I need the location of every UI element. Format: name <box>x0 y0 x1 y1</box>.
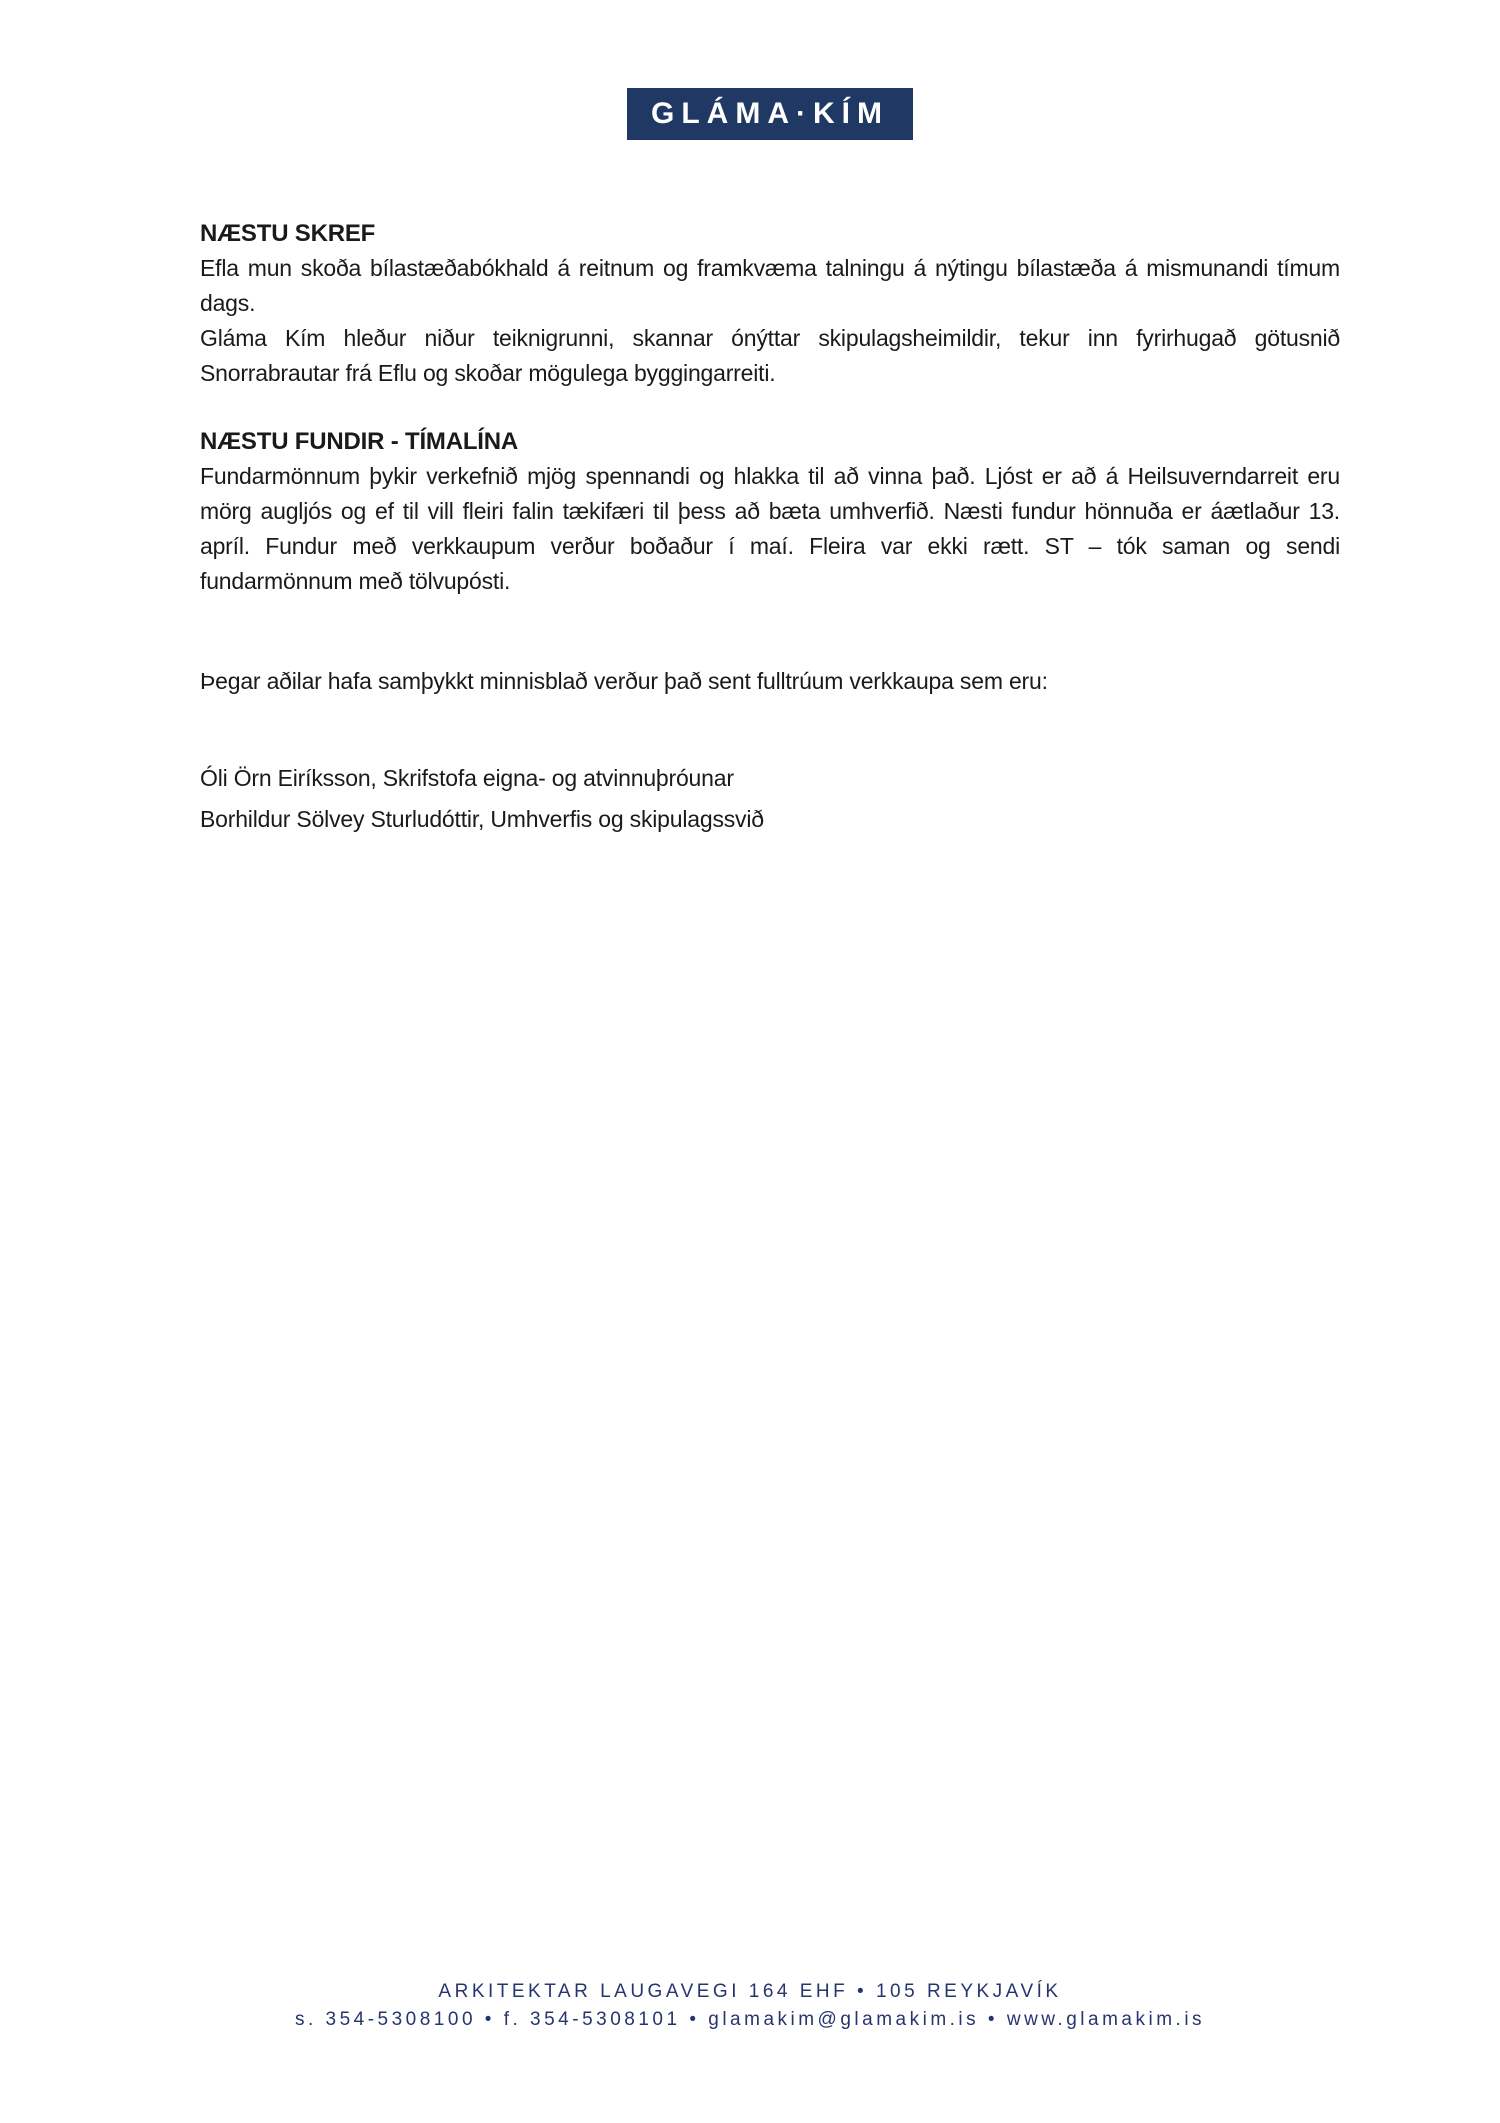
recipient-name-2: Borhildur Sölvey Sturludóttir, Umhverfis og skipulagssvið <box>200 806 764 832</box>
document-content <box>200 88 1340 843</box>
recipients-intro: Þegar aðilar hafa samþykkt minnisblað verður það sent fulltrúum verkkaupa sem eru: <box>200 668 1048 694</box>
paragraph-naestu-skref-1: Efla mun skoða bílastæðabókhald á reitnum og framkvæma talningu á nýtingu bílastæða á mismunandi tímum dags. <box>200 255 1340 316</box>
paragraph-naestu-fundir-1: Fundarmönnum þykir verkefnið mjög spennandi og hlakka til að vinna það. Ljóst er að á Heilsuverndarreit eru mörg augljós og ef til vill fleiri falin tækifæri til þess að bæta umhverfið. Næsti fundur hönnuða er áætlaður 13. apríl. Fundur með verkkaupum verður boðaður í maí. Fleira var ekki rætt. ST – tók saman og sendi fundarmönnum með tölvupósti. <box>200 463 1340 594</box>
paragraph-naestu-skref-2: Gláma Kím hleður niður teiknigrunni, skannar ónýttar skipulagsheimildir, tekur inn fyrirhugað götusnið Snorrabrautar frá Eflu og skoðar mögulega byggingarreiti. <box>200 325 1340 386</box>
glamakim-logo <box>627 88 913 140</box>
glamakim-logo-text: GLÁMA·KÍM <box>651 97 889 130</box>
recipient-name-1: Óli Örn Eiríksson, Skrifstofa eigna- og atvinnuþróunar <box>200 765 734 791</box>
recipients-list <box>200 761 1340 837</box>
section-heading-naestu-skref: NÆSTU SKREF <box>200 220 376 247</box>
document-footer <box>0 1978 1500 2034</box>
section-heading-naestu-fundir: NÆSTU FUNDIR - TÍMALÍNA <box>200 428 519 455</box>
footer-address-line: ARKITEKTAR LAUGAVEGI 164 EHF • 105 REYKJAVÍK <box>438 1981 1062 2002</box>
footer-contact-line: s. 354-5308100 • f. 354-5308101 • glamakim@glamakim.is • www.glamakim.is <box>294 2009 1206 2030</box>
